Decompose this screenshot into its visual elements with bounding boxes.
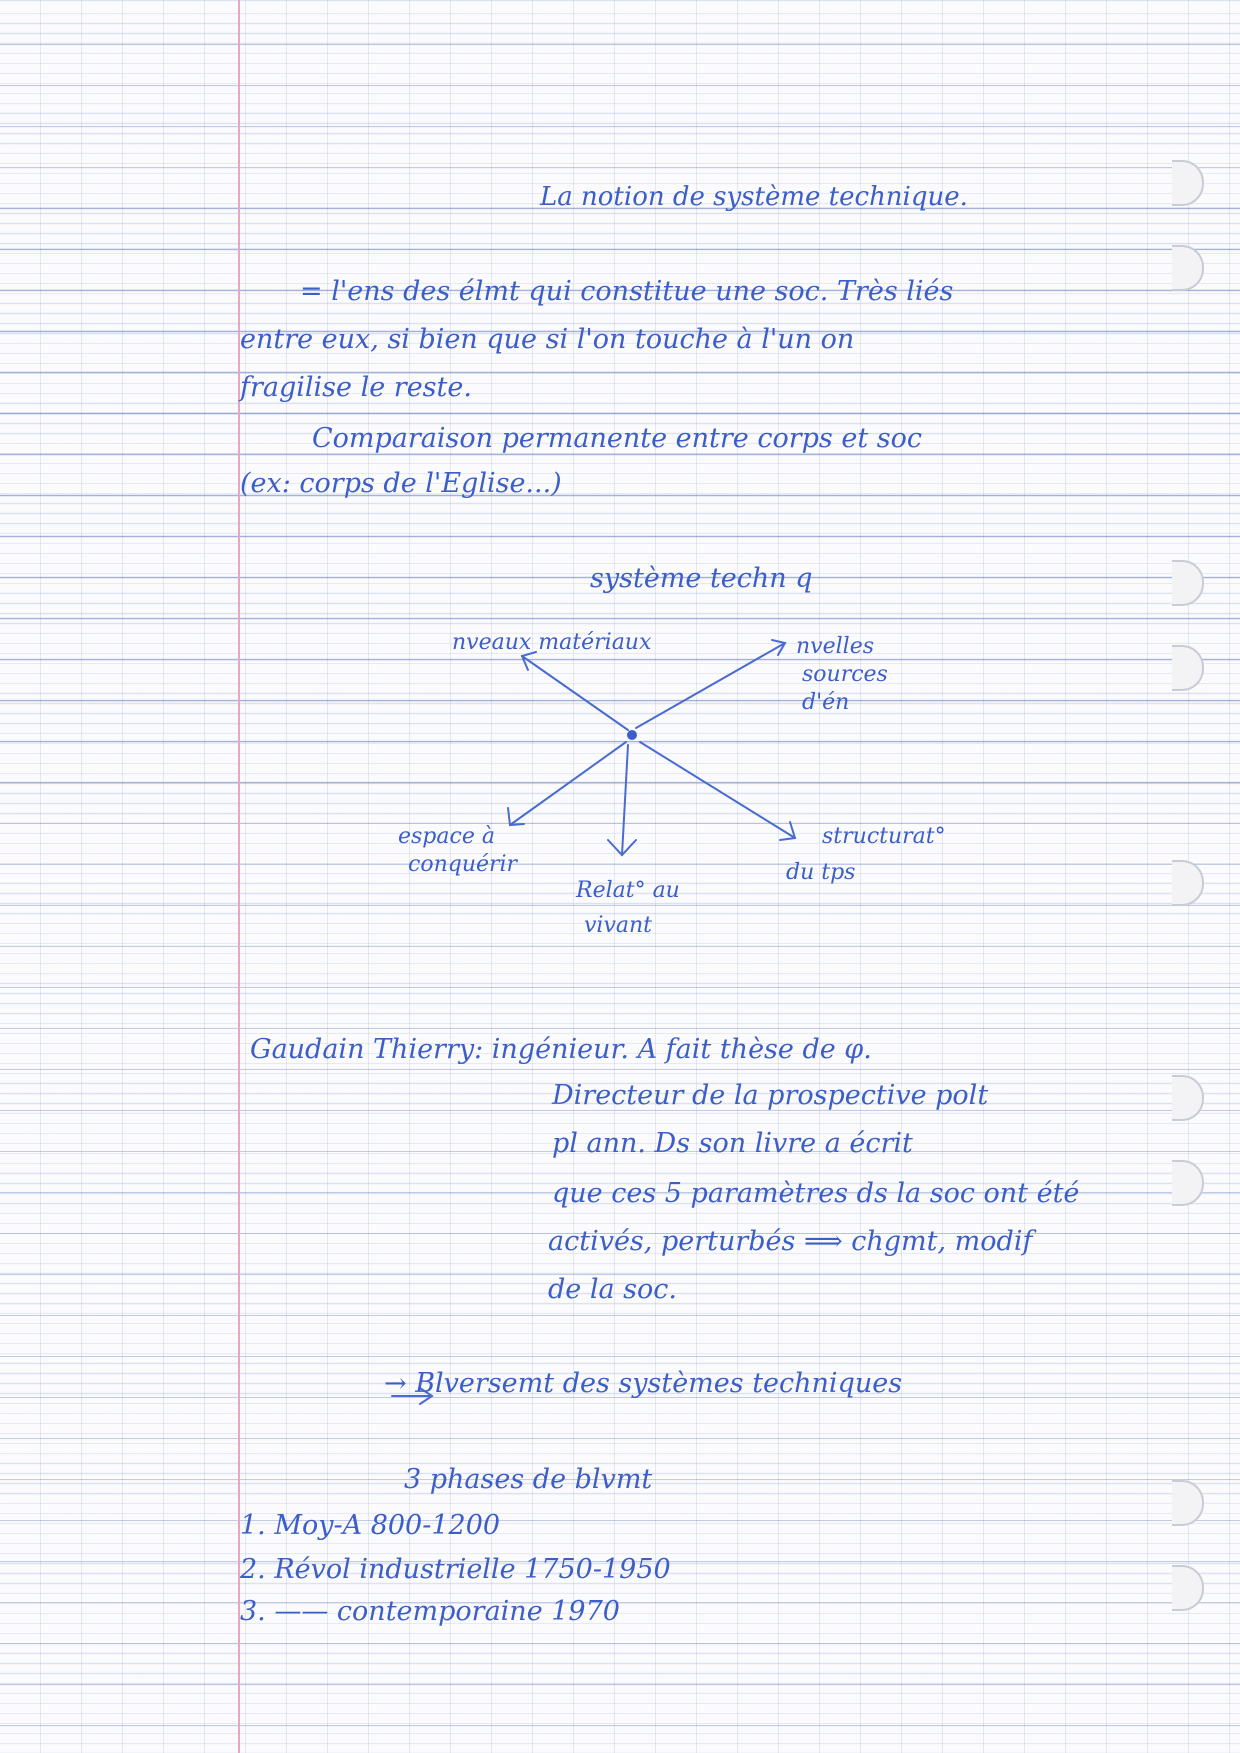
arrow-bottom-center xyxy=(622,745,628,855)
diagram-center-dot xyxy=(627,730,637,740)
arrow-bottom-right xyxy=(640,742,795,838)
gaudin-line-3: pl ann. Ds son livre a écrit xyxy=(552,1128,913,1159)
gaudin-line-4: que ces 5 paramètres ds la soc ont été xyxy=(552,1178,1080,1209)
arrow-top-right xyxy=(636,643,785,728)
phases-heading: 3 phases de blvmt xyxy=(404,1464,653,1495)
branch-top-right-2: sources xyxy=(802,662,888,687)
branch-bottom-center-1: Relat° au xyxy=(576,878,680,903)
definition-line-4: Comparaison permanente entre corps et soc xyxy=(312,423,922,454)
diagram-title: système techn q xyxy=(590,563,813,594)
branch-bottom-left-1: espace à xyxy=(398,824,495,849)
definition-line-1: = l'ens des élmt qui constitue une soc. Très liés xyxy=(300,276,954,307)
phase-item-3: 3. —— contemporaine 1970 xyxy=(240,1596,620,1627)
conclusion: → Blversemt des systèmes techniques xyxy=(384,1368,903,1399)
gaudin-line-6: de la soc. xyxy=(548,1274,677,1305)
arrow-top-left xyxy=(522,656,628,730)
gaudin-line-5: activés, perturbés ⟹ chgmt, modif xyxy=(548,1226,1033,1257)
definition-line-2: entre eux, si bien que si l'on touche à l'un on xyxy=(240,324,855,355)
definition-line-5: (ex: corps de l'Eglise...) xyxy=(240,468,562,499)
branch-top-right-3: d'én xyxy=(802,690,850,715)
branch-top-right-1: nvelles xyxy=(796,634,874,659)
arrow-bottom-left xyxy=(510,742,626,825)
phase-item-1: 1. Moy-A 800-1200 xyxy=(240,1510,501,1541)
branch-top-left: nveaux matériaux xyxy=(452,630,652,655)
gaudin-line-2: Directeur de la prospective polt xyxy=(552,1080,989,1111)
branch-bottom-center-2: vivant xyxy=(584,913,653,938)
definition-line-3: fragilise le reste. xyxy=(240,372,472,403)
branch-bottom-left-2: conquérir xyxy=(408,852,518,877)
branch-bottom-right-2: du tps xyxy=(786,860,856,885)
branch-bottom-right-1: structurat° xyxy=(822,824,946,849)
gaudin-line-1: Gaudain Thierry: ingénieur. A fait thèse de φ. xyxy=(250,1034,872,1065)
page-title: La notion de système technique. xyxy=(540,182,968,212)
phase-item-2: 2. Révol industrielle 1750-1950 xyxy=(240,1554,671,1585)
